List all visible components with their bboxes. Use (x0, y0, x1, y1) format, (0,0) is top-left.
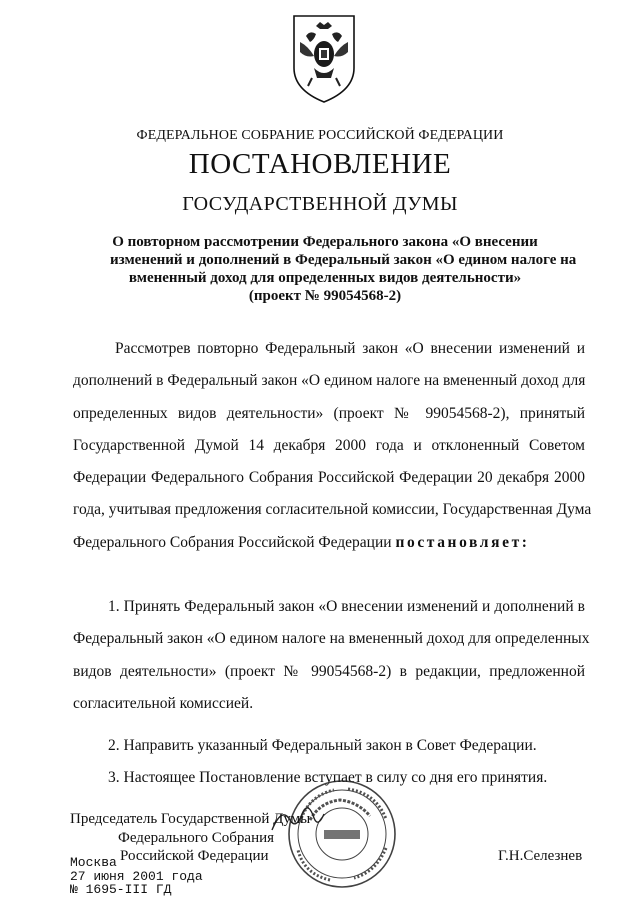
item-3: 3. Настоящее Постановление вступает в силу со дня его принятия. (108, 769, 548, 786)
coat-of-arms-emblem (290, 12, 358, 104)
item-1-line: 1. Принять Федеральный закон «О внесении изменений и дополнений в (108, 598, 585, 615)
document-type-title: ПОСТАНОВЛЕНИЕ (188, 148, 452, 180)
preamble-final-line (73, 527, 585, 559)
issue-details-block (70, 856, 203, 897)
double-headed-eagle-icon (290, 12, 358, 104)
heading-line: (проект № 99054568-2) (248, 288, 402, 304)
preamble-line: Федерации Федерального Собрания Российской Федерации 20 декабря 2000 (73, 469, 585, 487)
document-number: № 1695-III ГД (70, 882, 172, 897)
preamble-line: дополнений в Федеральный закон «О едином налоге на вмененный доход для (73, 372, 586, 390)
signatory-name: Г.Н.Селезнев (498, 848, 583, 864)
preamble-line: Государственной Думой 14 декабря 2000 года и отклоненный Советом (73, 436, 585, 454)
issue-date: 27 июня 2001 года (70, 868, 203, 884)
signatory-title-line: Федерального Собрания (118, 829, 275, 846)
issuing-body-subtitle: ГОСУДАРСТВЕННОЙ ДУМЫ (182, 193, 458, 215)
resolution-heading (110, 233, 577, 305)
heading-line: О повторном рассмотрении Федерального закона «О внесении (112, 234, 538, 250)
preamble-paragraph (73, 333, 592, 559)
item-2: 2. Направить указанный Федеральный закон в Совет Федерации. (108, 737, 537, 754)
issue-city: Москва (70, 855, 117, 870)
item-1-line: согласительной комиссией. (73, 694, 254, 712)
heading-line: вмененный доход для определенных видов деятельности» (128, 270, 522, 286)
parliament-name: ФЕДЕРАЛЬНОЕ СОБРАНИЕ РОССИЙСКОЙ ФЕДЕРАЦИИ (136, 128, 504, 143)
item-1-line: Федеральный закон «О едином налоге на вмененный доход для определенных (73, 630, 590, 648)
preamble-line: определенных видов деятельности» (проект № 99054568-2), принятый (73, 404, 585, 422)
item-1-line: видов деятельности» (проект № 99054568-2) в редакции, предложенной (73, 662, 585, 680)
preamble-line: Федерального Собрания Российской Федерации (73, 533, 392, 551)
preamble-line: Рассмотрев повторно Федеральный закон «О внесении изменений и (115, 340, 585, 357)
heading-line: изменений и дополнений в Федеральный закон «О едином налоге на (110, 252, 577, 268)
signatory-title-line: Председатель Государственной Думы (70, 811, 311, 827)
resolves-keyword: постановляет: (395, 533, 530, 551)
signatory-title-line: Российской Федерации (120, 848, 269, 864)
preamble-line: года, учитывая предложения согласительной комиссии, Государственная Дума (73, 501, 592, 519)
item-1-paragraph (73, 591, 590, 720)
